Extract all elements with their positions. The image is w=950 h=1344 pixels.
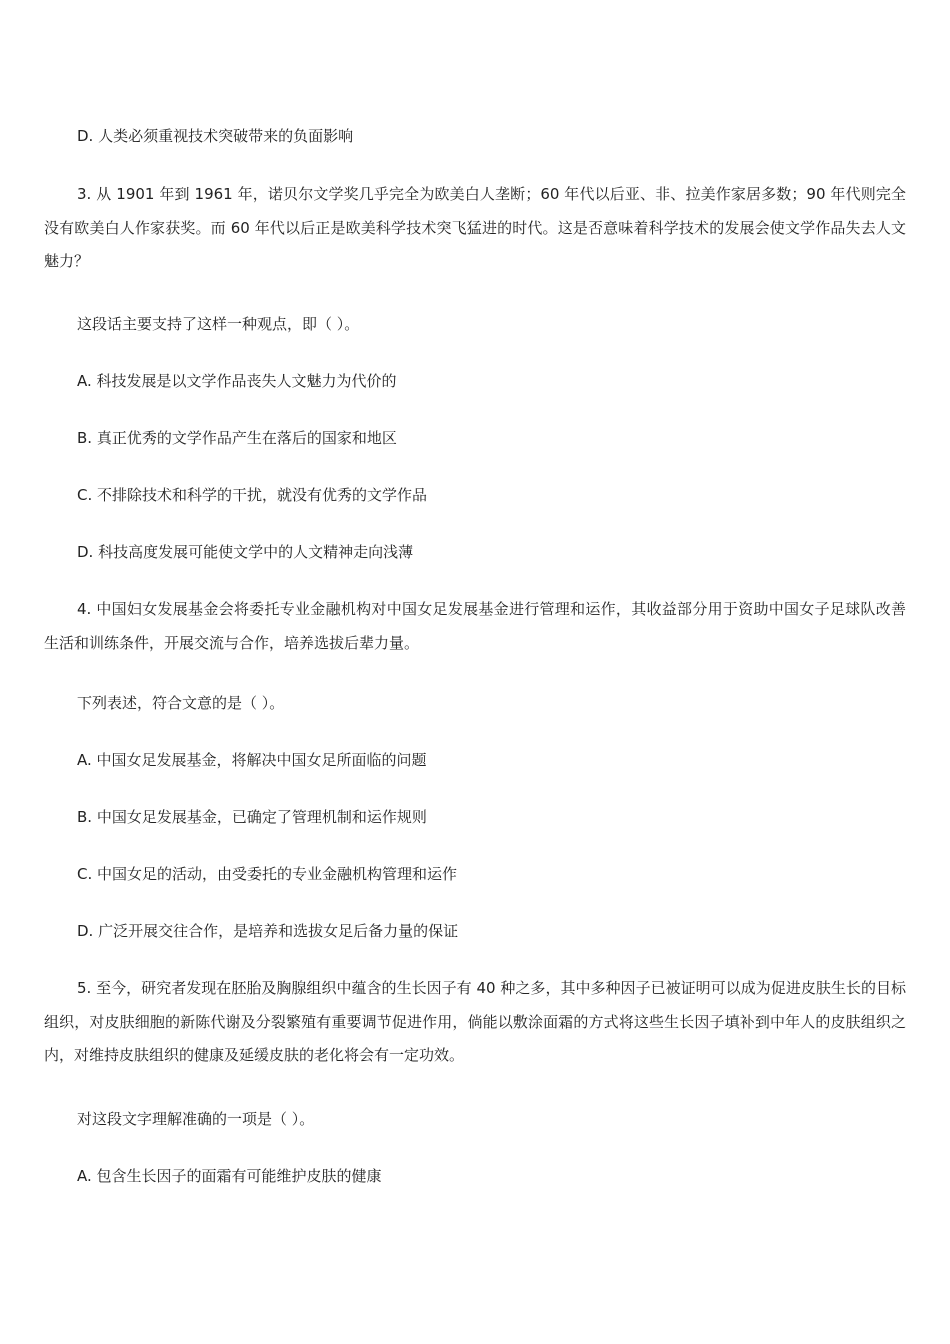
question-3-option-b: B. 真正优秀的文学作品产生在落后的国家和地区	[77, 429, 397, 447]
question-3-option-d: D. 科技高度发展可能使文学中的人文精神走向浅薄	[77, 543, 414, 561]
question-4-option-c: C. 中国女足的活动，由受委托的专业金融机构管理和运作	[77, 865, 458, 883]
question-5: 5. 至今，研究者发现在胚胎及胸腺组织中蕴含的生长因子有 40 种之多，其中多种因子已被证明可以成为促进皮肤生长的目标组织，对皮肤细胞的新陈代谢及分裂繁殖有重要调节促进作用，倘能以敷涂面霜的方式将这些生长因子填补到中年人的皮肤组织之内，对维持皮肤组织的健康及延缓皮肤的老化将会有一定功效。	[44, 979, 906, 1064]
question-4-option-d: D. 广泛开展交往合作，是培养和选拔女足后备力量的保证	[77, 922, 459, 940]
question-3-option-a: A. 科技发展是以文学作品丧失人文魅力为代价的	[77, 372, 397, 390]
question-4-prompt: 下列表述，符合文意的是（ ）。	[77, 694, 285, 712]
question-3-prompt: 这段话主要支持了这样一种观点，即（ ）。	[77, 315, 360, 333]
question-3: 3. 从 1901 年到 1961 年，诺贝尔文学奖几乎完全为欧美白人垄断；60 年代以后亚、非、拉美作家居多数；90 年代则完全没有欧美白人作家获奖。而 60 年代以后正是欧美科学技术突飞猛进的时代。这是否意味着科学技术的发展会使文学作品失去人文魅力？	[44, 185, 906, 270]
question-3-option-c: C. 不排除技术和科学的干扰，就没有优秀的文学作品	[77, 486, 428, 504]
question-5-prompt: 对这段文字理解准确的一项是（ ）。	[77, 1110, 315, 1128]
question-4-option-a: A. 中国女足发展基金，将解决中国女足所面临的问题	[77, 751, 427, 769]
question-4: 4. 中国妇女发展基金会将委托专业金融机构对中国女足发展基金进行管理和运作，其收益部分用于资助中国女子足球队改善生活和训练条件，开展交流与合作，培养选拔后辈力量。	[44, 600, 906, 652]
option-2d: D. 人类必须重视技术突破带来的负面影响	[77, 127, 354, 145]
question-4-option-b: B. 中国女足发展基金，已确定了管理机制和运作规则	[77, 808, 427, 826]
question-5-option-a: A. 包含生长因子的面霜有可能维护皮肤的健康	[77, 1167, 382, 1185]
